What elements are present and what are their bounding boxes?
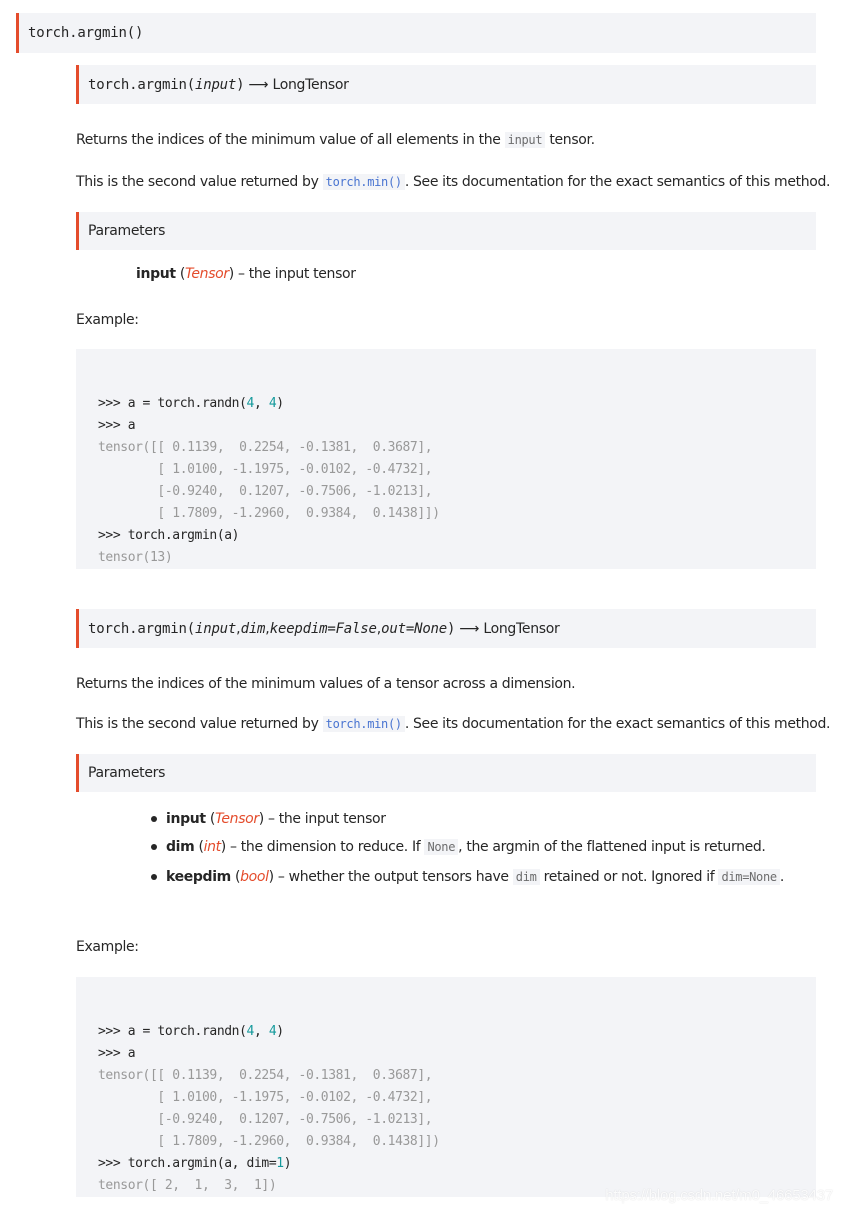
code-close: ) <box>276 1024 284 1039</box>
signature-param-input: input <box>194 76 237 93</box>
code-output-line: [ 1.7809, -1.2960, 0.9384, 0.1438]]) <box>98 506 440 521</box>
parameters-header-2 <box>76 754 816 792</box>
param-open: ( <box>209 811 215 827</box>
param-close: ) <box>228 266 234 282</box>
torch-min-link[interactable]: torch.min() <box>323 174 405 190</box>
code-example-1 <box>76 349 816 569</box>
note-1 <box>76 172 830 192</box>
code-number: 4 <box>268 396 277 411</box>
note-suffix: . See its documentation for the exact semantics of this method. <box>404 716 831 732</box>
param-name: input <box>166 811 206 827</box>
param-name: keepdim <box>166 869 231 885</box>
param-close: ) <box>258 811 264 827</box>
code-result: tensor([ 2, 1, 3, 1]) <box>98 1178 277 1193</box>
bullet-icon <box>151 816 157 822</box>
code-prompt: >>> a = torch.randn( <box>98 396 247 411</box>
parameters-label: Parameters <box>88 765 166 781</box>
inline-code-none: None <box>424 839 458 855</box>
param-open: ( <box>179 266 185 282</box>
param-type-link[interactable]: Tensor <box>184 266 229 282</box>
code-output-line: tensor([[ 0.1139, 0.2254, -0.1381, 0.3687], <box>98 440 433 455</box>
code-output-line: [ 1.0100, -1.1975, -0.0102, -0.4732], <box>98 462 433 477</box>
inline-code-dim-none: dim=None <box>718 869 779 885</box>
param-keepdim <box>166 867 784 887</box>
param-input <box>136 264 356 284</box>
note-prefix: This is the second value returned by <box>76 174 319 190</box>
bullet-icon <box>151 874 157 880</box>
param-desc-mid: retained or not. Ignored if <box>543 869 715 885</box>
parameters-label: Parameters <box>88 223 166 239</box>
param-type-link[interactable]: int <box>203 839 221 855</box>
param-desc: – the dimension to reduce. If <box>230 839 421 855</box>
code-output-line: [ 1.0100, -1.1975, -0.0102, -0.4732], <box>98 1090 433 1105</box>
code-close: ) <box>283 1156 292 1171</box>
signature-name: torch.argmin( <box>88 620 195 637</box>
inline-code-dim: dim <box>513 869 540 885</box>
code-line <box>98 1021 816 1043</box>
code-output-line: [ 1.7809, -1.2960, 0.9384, 0.1438]]) <box>98 1134 440 1149</box>
param-name: dim <box>166 839 195 855</box>
code-line: >>> torch.argmin(a) <box>98 528 240 543</box>
note-prefix: This is the second value returned by <box>76 716 319 732</box>
description-text: Returns the indices of the minimum value of all elements in the <box>76 132 501 148</box>
description-2: Returns the indices of the minimum values of a tensor across a dimension. <box>76 676 576 692</box>
torch-min-link[interactable]: torch.min() <box>323 716 405 732</box>
param-close: ) <box>220 839 226 855</box>
note-2 <box>76 714 830 734</box>
param-desc: – the input tensor <box>268 811 386 827</box>
code-number: 4 <box>246 396 254 411</box>
code-prompt: >>> torch.argmin(a, dim= <box>98 1156 277 1171</box>
parameters-header-1 <box>76 212 816 250</box>
signature-sep: , <box>265 620 270 637</box>
param-desc: – whether the output tensors have <box>277 869 509 885</box>
code-output-line: tensor([[ 0.1139, 0.2254, -0.1381, 0.3687], <box>98 1068 433 1083</box>
param-open: ( <box>235 869 241 885</box>
signature-param-keepdim: keepdim=False <box>269 620 377 637</box>
example-label-2: Example: <box>76 939 139 955</box>
code-output-line: [-0.9240, 0.1207, -0.7506, -1.0213], <box>98 484 433 499</box>
signature-close: ) <box>236 76 245 93</box>
function-title: torch.argmin() <box>28 25 144 41</box>
code-line <box>98 393 816 415</box>
code-sep: , <box>253 1024 269 1039</box>
code-line: >>> a <box>98 418 136 433</box>
return-arrow: ⟶ <box>459 620 480 637</box>
code-close: ) <box>276 396 284 411</box>
code-prompt: >>> a = torch.randn( <box>98 1024 247 1039</box>
note-suffix: . See its documentation for the exact semantics of this method. <box>404 174 831 190</box>
signature-param-dim: dim <box>240 620 266 637</box>
signature-sep: , <box>376 620 382 637</box>
bullet-icon <box>151 844 157 850</box>
description-1 <box>76 130 595 150</box>
signature-name: torch.argmin( <box>88 76 195 93</box>
code-number: 4 <box>268 1024 277 1039</box>
param-close: ) <box>268 869 274 885</box>
param-desc-tail: , the argmin of the flattened input is returned. <box>458 839 766 855</box>
signature-overload-1 <box>76 65 816 104</box>
signature-close: ) <box>447 620 456 637</box>
param-desc: – the input tensor <box>238 266 356 282</box>
return-arrow: ⟶ <box>248 76 269 93</box>
description-tail: tensor. <box>549 132 595 148</box>
code-number: 4 <box>246 1024 254 1039</box>
code-result: tensor(13) <box>98 550 173 565</box>
return-type: LongTensor <box>272 76 349 93</box>
signature-param-input: input <box>194 620 237 637</box>
watermark: https://blog.csdn.net/m0_46653437 <box>605 1187 833 1204</box>
param-input <box>166 809 386 829</box>
param-type-link[interactable]: Tensor <box>214 811 259 827</box>
example-label-1: Example: <box>76 312 139 328</box>
function-header <box>16 13 816 53</box>
param-dim <box>166 837 766 857</box>
signature-param-out: out=None <box>381 620 448 637</box>
code-line: >>> a <box>98 1046 136 1061</box>
inline-code-input: input <box>505 132 546 148</box>
param-open: ( <box>198 839 204 855</box>
signature-overload-2 <box>76 609 816 648</box>
param-type-link[interactable]: bool <box>240 869 269 885</box>
return-type: LongTensor <box>483 620 560 637</box>
code-output-line: [-0.9240, 0.1207, -0.7506, -1.0213], <box>98 1112 433 1127</box>
code-line <box>98 1153 816 1175</box>
code-example-2 <box>76 977 816 1197</box>
code-sep: , <box>253 396 269 411</box>
param-name: input <box>136 266 176 282</box>
param-desc-tail: . <box>779 869 784 885</box>
code-number: 1 <box>276 1156 284 1171</box>
signature-sep: , <box>236 620 241 637</box>
